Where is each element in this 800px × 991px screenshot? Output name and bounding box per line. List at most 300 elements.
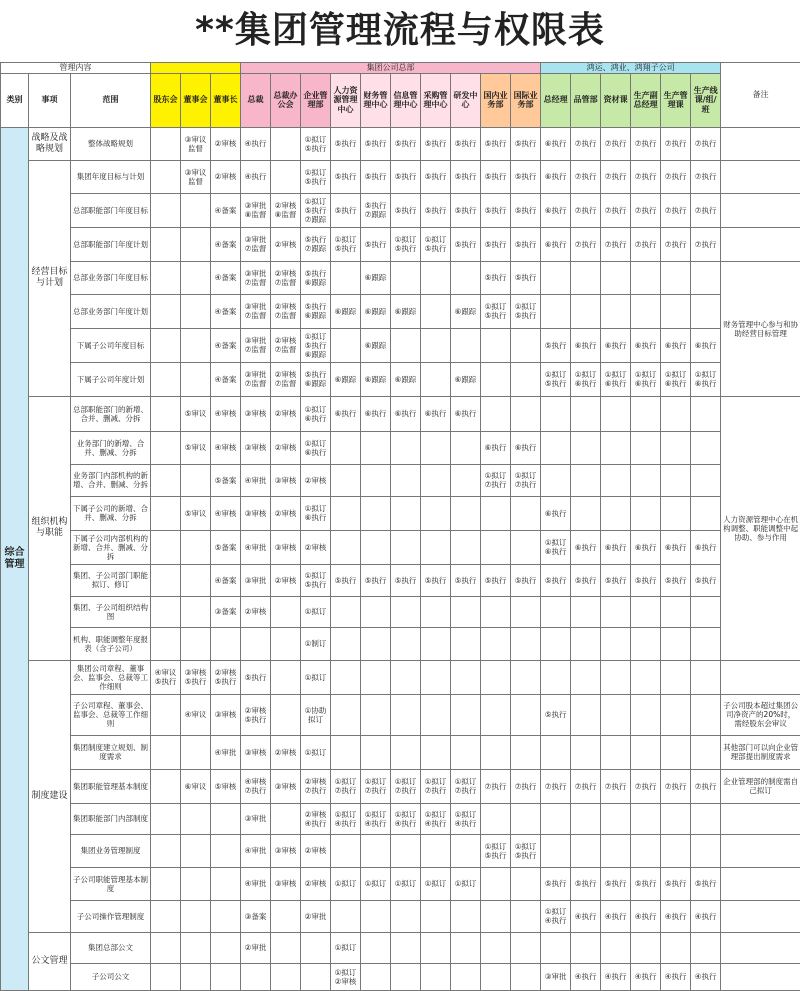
authority-cell: ①拟订 bbox=[331, 867, 361, 900]
authority-cell: ①拟订 ⑤执行 ⑥跟踪 bbox=[301, 328, 331, 362]
authority-cell: ②审核 bbox=[271, 227, 301, 261]
authority-cell bbox=[391, 431, 421, 464]
table-row bbox=[1, 294, 800, 328]
authority-cell: ③审批 ⑦监督 bbox=[241, 261, 271, 294]
authority-cell: ③审核 bbox=[271, 834, 301, 867]
authority-cell: ⑤执行 bbox=[541, 867, 571, 900]
authority-cell: ③审批 ⑦监督 bbox=[241, 294, 271, 328]
authority-cell: ⑤执行 bbox=[691, 867, 721, 900]
authority-cell: ①拟订 ④执行 bbox=[391, 803, 421, 834]
authority-cell: ②审核 bbox=[271, 496, 301, 530]
authority-cell bbox=[421, 660, 451, 694]
authority-cell: ③备案 bbox=[241, 900, 271, 932]
scope-cell: 下属子公司内部机构的新增、合并、删减、分拆 bbox=[71, 530, 151, 564]
authority-cell bbox=[691, 694, 721, 735]
remark-cell: 子公司股本超过集团公司净资产的20%时，需经股东会审议 bbox=[721, 694, 800, 735]
authority-cell: ④审批 bbox=[241, 530, 271, 564]
authority-cell: ④备案 bbox=[211, 227, 241, 261]
authority-cell: ⑤执行 bbox=[331, 193, 361, 227]
authority-cell bbox=[451, 963, 481, 990]
scope-cell: 总部业务部门年度目标 bbox=[71, 261, 151, 294]
authority-cell: ⑤执行 bbox=[391, 564, 421, 596]
scope-cell: 机构、职能调整年度报表（含子公司） bbox=[71, 627, 151, 660]
authority-cell: ⑥执行 bbox=[631, 530, 661, 564]
header-item: 事项 bbox=[29, 73, 71, 127]
authority-cell: ②审核 bbox=[271, 396, 301, 431]
table-row bbox=[1, 227, 800, 261]
authority-cell bbox=[331, 834, 361, 867]
authority-cell bbox=[661, 660, 691, 694]
authority-cell bbox=[331, 660, 361, 694]
remark-cell-empty bbox=[721, 227, 800, 261]
table-row bbox=[1, 660, 800, 694]
authority-cell bbox=[451, 834, 481, 867]
authority-cell: ④执行 bbox=[241, 160, 271, 193]
authority-cell bbox=[631, 261, 661, 294]
authority-cell bbox=[481, 694, 511, 735]
remark-cell-empty bbox=[721, 803, 800, 834]
authority-cell: ①协助 拟订 bbox=[301, 694, 331, 735]
authority-cell: ④执行 bbox=[571, 963, 601, 990]
authority-cell bbox=[661, 735, 691, 769]
scope-cell: 集团年度目标与计划 bbox=[71, 160, 151, 193]
authority-cell: ①拟订 ④执行 bbox=[541, 900, 571, 932]
authority-cell: ⑤执行 bbox=[331, 564, 361, 596]
table-row bbox=[1, 193, 800, 227]
authority-cell: ③审批 ⑦监督 bbox=[241, 362, 271, 396]
authority-cell: ④执行 bbox=[601, 963, 631, 990]
authority-cell bbox=[661, 694, 691, 735]
header-role: 国内业务部 bbox=[481, 73, 511, 127]
authority-cell: ①制订 bbox=[301, 627, 331, 660]
authority-cell bbox=[511, 900, 541, 932]
header-role: 董事长 bbox=[211, 73, 241, 127]
authority-cell: ⑦执行 bbox=[601, 193, 631, 227]
authority-cell bbox=[151, 769, 181, 803]
authority-cell: ⑥执行 bbox=[631, 328, 661, 362]
header-role: 国际业务部 bbox=[511, 73, 541, 127]
header-role: 生产管理课 bbox=[661, 73, 691, 127]
remark-cell-empty bbox=[721, 900, 800, 932]
authority-cell: ①拟订 bbox=[421, 867, 451, 900]
authority-cell: ①拟订 ⑥执行 bbox=[631, 362, 661, 396]
authority-cell: ③审核 bbox=[241, 496, 271, 530]
authority-cell: ②审核 bbox=[271, 735, 301, 769]
authority-cell: ⑤执行 bbox=[661, 564, 691, 596]
authority-cell bbox=[151, 963, 181, 990]
authority-cell: ⑥执行 bbox=[691, 530, 721, 564]
authority-cell: ⑤执行 ⑦跟踪 bbox=[361, 193, 391, 227]
authority-cell: ⑤执行 bbox=[481, 564, 511, 596]
authority-cell: ①拟订 bbox=[331, 932, 361, 963]
authority-cell bbox=[391, 328, 421, 362]
authority-cell: ④审批 bbox=[241, 834, 271, 867]
authority-cell: ②审核 bbox=[211, 127, 241, 160]
authority-cell: ⑤备案 bbox=[211, 464, 241, 496]
authority-cell: ①拟订 ②审核 bbox=[331, 963, 361, 990]
table-row bbox=[1, 328, 800, 362]
authority-cell bbox=[421, 431, 451, 464]
authority-cell bbox=[631, 396, 661, 431]
remark-cell-empty bbox=[721, 834, 800, 867]
scope-cell: 总部业务部门年度计划 bbox=[71, 294, 151, 328]
authority-cell: ①拟订 ⑦执行 bbox=[331, 769, 361, 803]
authority-cell bbox=[331, 431, 361, 464]
authority-cell: ⑦执行 bbox=[631, 193, 661, 227]
authority-cell bbox=[691, 464, 721, 496]
authority-cell bbox=[151, 564, 181, 596]
authority-cell bbox=[571, 261, 601, 294]
authority-cell: ⑦执行 bbox=[691, 227, 721, 261]
authority-cell: ①拟订 ⑤执行 bbox=[511, 294, 541, 328]
table-row bbox=[1, 127, 800, 160]
header-category: 类别 bbox=[1, 73, 29, 127]
authority-cell: ⑥审议 bbox=[181, 769, 211, 803]
authority-cell bbox=[481, 530, 511, 564]
authority-cell bbox=[151, 834, 181, 867]
authority-cell: ②审批 bbox=[241, 932, 271, 963]
authority-cell: ①拟订 ⑦执行 bbox=[511, 464, 541, 496]
authority-cell bbox=[421, 596, 451, 627]
authority-cell bbox=[691, 803, 721, 834]
header-mgmt-content: 管理内容 bbox=[1, 63, 151, 74]
authority-cell: ⑥执行 bbox=[421, 396, 451, 431]
authority-cell: ④备案 bbox=[211, 193, 241, 227]
authority-cell: ⑦执行 bbox=[571, 193, 601, 227]
table-row bbox=[1, 530, 800, 564]
authority-cell: ⑤执行 bbox=[571, 564, 601, 596]
authority-cell bbox=[211, 627, 241, 660]
authority-cell bbox=[481, 803, 511, 834]
authority-cell bbox=[421, 294, 451, 328]
authority-cell: ⑥执行 bbox=[601, 328, 631, 362]
authority-cell bbox=[451, 596, 481, 627]
authority-cell bbox=[451, 496, 481, 530]
authority-cell: ①拟订 bbox=[361, 867, 391, 900]
scope-cell: 子公司章程、董事会、监事会、总裁等工作细则 bbox=[71, 694, 151, 735]
authority-cell bbox=[331, 900, 361, 932]
authority-cell bbox=[541, 261, 571, 294]
authority-cell: ⑦执行 bbox=[691, 127, 721, 160]
scope-cell: 集团职能管理基本制度 bbox=[71, 769, 151, 803]
authority-cell: ③审核 ⑤执行 bbox=[181, 660, 211, 694]
authority-cell bbox=[241, 963, 271, 990]
authority-cell bbox=[601, 694, 631, 735]
authority-cell bbox=[421, 694, 451, 735]
header-role: 生产副总经理 bbox=[631, 73, 661, 127]
authority-cell: ④审核 bbox=[211, 431, 241, 464]
authority-cell bbox=[691, 660, 721, 694]
authority-cell: ①拟订 ⑤执行 bbox=[481, 294, 511, 328]
authority-cell: ②审核 ⑦监督 bbox=[271, 261, 301, 294]
authority-cell: ③审核 bbox=[271, 530, 301, 564]
authority-cell: ⑤审议 bbox=[181, 431, 211, 464]
authority-cell bbox=[511, 627, 541, 660]
header-row-roles bbox=[1, 73, 800, 127]
authority-cell bbox=[691, 596, 721, 627]
authority-cell: ①拟订 ⑤执行 ⑦跟踪 bbox=[301, 193, 331, 227]
authority-cell bbox=[601, 834, 631, 867]
authority-cell bbox=[151, 803, 181, 834]
authority-cell bbox=[361, 834, 391, 867]
authority-cell: ③审批 ⑦监督 bbox=[241, 328, 271, 362]
header-hq-shareholders-spacer bbox=[151, 63, 241, 74]
authority-cell bbox=[151, 193, 181, 227]
authority-cell: ④执行 bbox=[631, 963, 661, 990]
authority-cell: ④审批 bbox=[241, 464, 271, 496]
authority-cell: ①拟订 ⑤执行 bbox=[301, 564, 331, 596]
remark-cell-empty bbox=[721, 660, 800, 694]
authority-cell bbox=[661, 627, 691, 660]
authority-cell bbox=[451, 694, 481, 735]
authority-cell bbox=[421, 834, 451, 867]
authority-cell: ①拟订 ⑥执行 bbox=[571, 362, 601, 396]
scope-cell: 集团、子公司部门职能拟订、修订 bbox=[71, 564, 151, 596]
authority-cell bbox=[421, 261, 451, 294]
authority-cell: ④审议 bbox=[181, 694, 211, 735]
authority-cell bbox=[661, 294, 691, 328]
authority-cell bbox=[151, 362, 181, 396]
authority-cell: ①拟订 ⑤执行 bbox=[301, 160, 331, 193]
authority-cell: ⑦执行 bbox=[631, 227, 661, 261]
item-group-cell: 公文管理 bbox=[29, 932, 71, 990]
authority-cell bbox=[331, 464, 361, 496]
authority-cell bbox=[361, 900, 391, 932]
authority-cell bbox=[271, 127, 301, 160]
table-row bbox=[1, 464, 800, 496]
authority-cell bbox=[451, 660, 481, 694]
authority-cell bbox=[691, 431, 721, 464]
authority-cell bbox=[571, 294, 601, 328]
scope-cell: 集团职能部门内部制度 bbox=[71, 803, 151, 834]
authority-cell bbox=[421, 328, 451, 362]
authority-cell: ⑦执行 bbox=[631, 160, 661, 193]
authority-cell bbox=[571, 496, 601, 530]
authority-cell bbox=[571, 660, 601, 694]
authority-cell: ⑦执行 bbox=[571, 769, 601, 803]
authority-cell: ⑥跟踪 bbox=[331, 294, 361, 328]
authority-cell bbox=[151, 160, 181, 193]
authority-cell bbox=[181, 227, 211, 261]
authority-cell bbox=[481, 735, 511, 769]
authority-cell: ①拟订 ⑥执行 bbox=[301, 431, 331, 464]
authority-cell bbox=[481, 660, 511, 694]
authority-cell: ③审批 bbox=[241, 564, 271, 596]
header-role: 品管部 bbox=[571, 73, 601, 127]
header-role: 股东会 bbox=[151, 73, 181, 127]
authority-cell bbox=[391, 464, 421, 496]
header-role: 研发中心 bbox=[451, 73, 481, 127]
authority-cell bbox=[601, 261, 631, 294]
authority-cell bbox=[631, 627, 661, 660]
authority-cell: ⑤备案 bbox=[211, 530, 241, 564]
table-row bbox=[1, 867, 800, 900]
authority-cell bbox=[151, 396, 181, 431]
authority-cell bbox=[151, 496, 181, 530]
authority-cell bbox=[631, 735, 661, 769]
authority-cell: ⑤执行 bbox=[571, 867, 601, 900]
authority-cell bbox=[391, 963, 421, 990]
authority-cell bbox=[151, 530, 181, 564]
authority-cell bbox=[271, 900, 301, 932]
header-hq: 集团公司总部 bbox=[241, 63, 541, 74]
header-role: 信息管理中心 bbox=[391, 73, 421, 127]
authority-cell bbox=[271, 627, 301, 660]
authority-cell bbox=[481, 496, 511, 530]
authority-cell: ①拟订 ④执行 bbox=[361, 803, 391, 834]
authority-cell: ⑤执行 bbox=[421, 564, 451, 596]
authority-cell bbox=[151, 227, 181, 261]
remark-cell: 其他部门可以向企业管理部提出制度需求 bbox=[721, 735, 800, 769]
authority-cell bbox=[151, 735, 181, 769]
authority-cell: ⑤执行 bbox=[361, 564, 391, 596]
authority-cell bbox=[601, 431, 631, 464]
authority-cell: ④执行 bbox=[571, 900, 601, 932]
authority-cell bbox=[391, 530, 421, 564]
table-row bbox=[1, 694, 800, 735]
authority-cell: ①拟订 ⑦执行 bbox=[421, 769, 451, 803]
authority-cell bbox=[241, 627, 271, 660]
authority-cell bbox=[631, 660, 661, 694]
authority-cell bbox=[361, 694, 391, 735]
page-title: **集团管理流程与权限表 bbox=[0, 0, 800, 62]
authority-cell bbox=[481, 328, 511, 362]
header-role: 生产线课/组/班 bbox=[691, 73, 721, 127]
remark-cell-empty bbox=[721, 963, 800, 990]
authority-cell bbox=[481, 396, 511, 431]
authority-cell: ⑥执行 bbox=[691, 328, 721, 362]
authority-cell: ⑤执行 bbox=[511, 227, 541, 261]
authority-cell bbox=[151, 464, 181, 496]
authority-cell: ①拟订 bbox=[391, 867, 421, 900]
authority-cell: ④执行 bbox=[691, 900, 721, 932]
table-row bbox=[1, 735, 800, 769]
authority-cell: ⑥执行 bbox=[541, 496, 571, 530]
authority-cell bbox=[421, 963, 451, 990]
authority-cell bbox=[601, 596, 631, 627]
authority-cell: ①拟订 ⑤执行 bbox=[391, 227, 421, 261]
authority-cell bbox=[181, 627, 211, 660]
authority-cell: ②审核 ⑤执行 bbox=[211, 660, 241, 694]
scope-cell: 业务部门内部机构的新增、合并、删减、分拆 bbox=[71, 464, 151, 496]
authority-cell: ⑦执行 bbox=[691, 769, 721, 803]
authority-cell bbox=[631, 596, 661, 627]
table-row bbox=[1, 769, 800, 803]
authority-cell bbox=[601, 660, 631, 694]
authority-cell: ⑤执行 bbox=[331, 127, 361, 160]
authority-cell: ①拟订 ⑤执行 bbox=[541, 362, 571, 396]
authority-cell bbox=[151, 261, 181, 294]
remark-cell: 企业管理部的制度需自己拟订 bbox=[721, 769, 800, 803]
authority-cell: ③审核 bbox=[211, 694, 241, 735]
authority-cell: ①拟订 ⑥执行 bbox=[541, 530, 571, 564]
authority-cell bbox=[181, 803, 211, 834]
authority-cell bbox=[331, 596, 361, 627]
authority-cell bbox=[691, 396, 721, 431]
authority-cell: ②审核 ⑦监督 bbox=[271, 362, 301, 396]
authority-cell: ④执行 bbox=[691, 963, 721, 990]
authority-cell bbox=[541, 660, 571, 694]
authority-cell: ⑤执行 bbox=[421, 127, 451, 160]
authority-cell: ⑥跟踪 bbox=[391, 362, 421, 396]
authority-cell: ⑦执行 bbox=[631, 127, 661, 160]
authority-cell: ①拟订 ④执行 bbox=[421, 803, 451, 834]
authority-cell: ③审批 ⑦监督 bbox=[241, 227, 271, 261]
authority-cell bbox=[661, 396, 691, 431]
authority-cell bbox=[391, 627, 421, 660]
authority-cell: ⑤执行 bbox=[391, 160, 421, 193]
scope-cell: 集团业务管理制度 bbox=[71, 834, 151, 867]
authority-cell bbox=[361, 963, 391, 990]
authority-cell bbox=[481, 596, 511, 627]
authority-cell: ③审批 bbox=[541, 963, 571, 990]
authority-cell: ③审批 bbox=[241, 803, 271, 834]
authority-cell bbox=[691, 294, 721, 328]
authority-cell: ⑤执行 bbox=[601, 867, 631, 900]
scope-cell: 整体战略规划 bbox=[71, 127, 151, 160]
authority-cell bbox=[451, 735, 481, 769]
authority-cell bbox=[541, 431, 571, 464]
authority-cell: ⑥执行 bbox=[451, 396, 481, 431]
authority-cell: ③审核 bbox=[271, 464, 301, 496]
authority-cell: ②审核 bbox=[211, 160, 241, 193]
authority-cell bbox=[541, 464, 571, 496]
authority-cell bbox=[571, 694, 601, 735]
remark-cell-empty bbox=[721, 193, 800, 227]
authority-cell: ②审核 bbox=[301, 530, 331, 564]
table-row bbox=[1, 596, 800, 627]
table-row bbox=[1, 362, 800, 396]
remark-cell: 财务管理中心参与和协助经营目标管理 bbox=[721, 261, 800, 396]
authority-cell bbox=[511, 530, 541, 564]
table-row bbox=[1, 496, 800, 530]
authority-cell bbox=[511, 396, 541, 431]
authority-cell: ⑥跟踪 bbox=[451, 294, 481, 328]
header-role: 总裁 bbox=[241, 73, 271, 127]
authority-cell: ⑤执行 bbox=[451, 564, 481, 596]
authority-cell: ⑥执行 bbox=[571, 328, 601, 362]
authority-cell bbox=[571, 735, 601, 769]
authority-cell bbox=[151, 900, 181, 932]
authority-cell: ④执行 bbox=[631, 900, 661, 932]
authority-cell bbox=[511, 694, 541, 735]
authority-cell bbox=[271, 694, 301, 735]
authority-cell bbox=[571, 834, 601, 867]
authority-cell bbox=[151, 867, 181, 900]
authority-cell: ①拟订 ⑤执行 bbox=[331, 227, 361, 261]
authority-cell: ②审核 bbox=[301, 464, 331, 496]
authority-cell: ⑤执行 ⑥跟踪 bbox=[301, 294, 331, 328]
scope-cell: 集团制度建立规划、制度需求 bbox=[71, 735, 151, 769]
authority-cell: ⑥执行 bbox=[511, 431, 541, 464]
authority-cell bbox=[151, 596, 181, 627]
authority-cell: ①拟订 bbox=[301, 596, 331, 627]
authority-cell bbox=[541, 627, 571, 660]
item-group-cell: 组织机构与职能 bbox=[29, 396, 71, 660]
authority-cell: ⑦执行 bbox=[601, 769, 631, 803]
authority-cell: ⑤执行 ⑦跟踪 bbox=[301, 227, 331, 261]
remark-cell: 人力资源管理中心在机构调整、职能调整中起协助、参与作用 bbox=[721, 396, 800, 660]
authority-cell: ⑤执行 ⑥跟踪 bbox=[301, 261, 331, 294]
authority-cell bbox=[451, 900, 481, 932]
scope-cell: 子公司操作管理制度 bbox=[71, 900, 151, 932]
authority-cell bbox=[571, 396, 601, 431]
authority-cell: ①拟订 ⑥执行 bbox=[661, 362, 691, 396]
authority-cell: ⑤执行 bbox=[361, 160, 391, 193]
authority-cell: ⑦执行 bbox=[571, 227, 601, 261]
authority-cell: ⑤执行 bbox=[391, 127, 421, 160]
authority-cell bbox=[511, 735, 541, 769]
